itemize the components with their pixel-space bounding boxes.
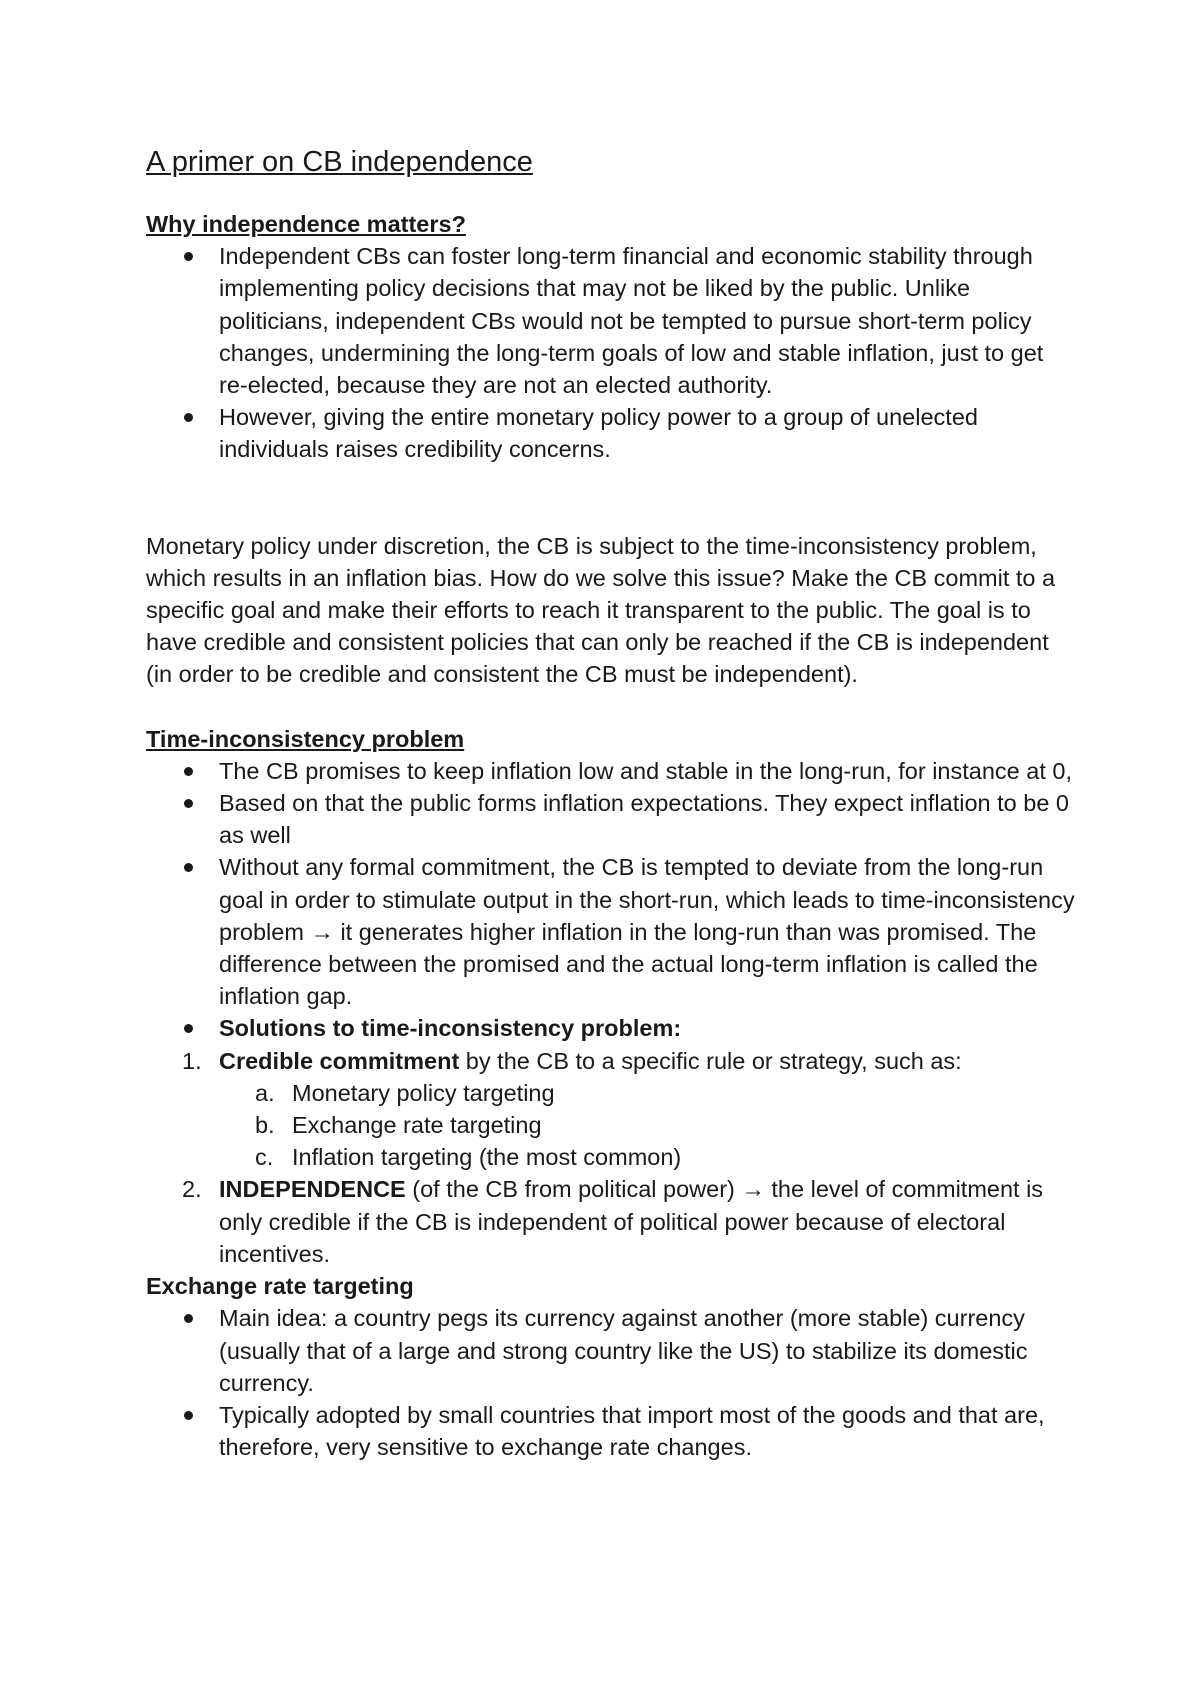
list-marker: 1.	[182, 1047, 202, 1074]
strategy-item	[219, 1141, 1076, 1173]
solutions-heading: Solutions to time-inconsistency problem:	[219, 1015, 682, 1042]
section-heading-time-inconsistency: Time-inconsistency problem	[146, 725, 465, 752]
list-marker: c.	[255, 1144, 274, 1171]
list-item: However, giving the entire monetary policy power to a group of unelected individuals raises credibility concerns.	[146, 401, 1076, 465]
strategy-item	[219, 1109, 1076, 1141]
solution-text: (of the CB from political power) → the level of commitment is only credible if the CB is independent of political power because of electoral incentives.	[219, 1176, 1044, 1267]
discretion-paragraph: Monetary policy under discretion, the CB is subject to the time-inconsistency problem, which results in an inflation bias. How do we solve this issue? Make the CB commit to a specific goal and make their efforts to reach it transparent to the public. The goal is to have credible and consistent policies that can only be reached if the CB is independent (in order to be credible and consistent the CB must be independent).	[146, 532, 1056, 688]
list-item: Main idea: a country pegs its currency against another (more stable) currency (usually that of a large and strong country like the US) to stabilize its domestic currency.	[146, 1302, 1076, 1399]
document-title: A primer on CB independence	[146, 146, 533, 178]
strategy-text: Inflation targeting (the most common)	[292, 1144, 682, 1171]
list-marker: 2.	[182, 1176, 202, 1203]
solution-item	[146, 1045, 1076, 1174]
list-item: The CB promises to keep inflation low and stable in the long-run, for instance at 0,	[146, 755, 1076, 787]
solution-bold: Credible commitment	[219, 1047, 460, 1074]
solution-bold: INDEPENDENCE	[219, 1176, 406, 1203]
commitment-strategies-list	[146, 1077, 1076, 1174]
list-marker: b.	[255, 1112, 275, 1139]
why-independence-list	[146, 240, 1076, 465]
solution-item	[146, 1173, 1076, 1270]
time-inconsistency-list	[146, 755, 1076, 1270]
exchange-rate-list	[146, 1302, 1076, 1463]
strategy-item	[219, 1077, 1076, 1109]
solutions-list	[146, 1045, 1076, 1270]
section-heading-why-independence: Why independence matters?	[146, 211, 466, 237]
list-item: Based on that the public forms inflation expectations. They expect inflation to be 0 as well	[146, 787, 1076, 851]
list-item: Independent CBs can foster long-term financial and economic stability through implementing policy decisions that may not be liked by the public. Unlike politicians, independent CBs would not be tempted to pursue short-term policy changes, undermining the long-term goals of low and stable inflation, just to get re-elected, because they are not an elected authority.	[146, 240, 1076, 401]
spacer	[146, 466, 1076, 530]
section-heading-exchange-rate: Exchange rate targeting	[146, 1273, 414, 1300]
spacer	[146, 691, 1076, 723]
solution-text: by the CB to a specific rule or strategy, such as:	[459, 1047, 962, 1074]
list-marker: a.	[255, 1079, 275, 1106]
strategy-text: Exchange rate targeting	[292, 1112, 542, 1139]
list-item: Without any formal commitment, the CB is tempted to deviate from the long-run goal in order to stimulate output in the short-run, which leads to time-inconsistency problem → it generates higher inflation in the long-run than was promised. The difference between the promised and the actual long-term inflation is called the inflation gap.	[146, 851, 1076, 1012]
document-page	[146, 142, 1076, 1463]
list-item: Typically adopted by small countries that import most of the goods and that are, therefore, very sensitive to exchange rate changes.	[146, 1399, 1076, 1463]
strategy-text: Monetary policy targeting	[292, 1079, 555, 1106]
list-item-solutions	[146, 1012, 1076, 1270]
